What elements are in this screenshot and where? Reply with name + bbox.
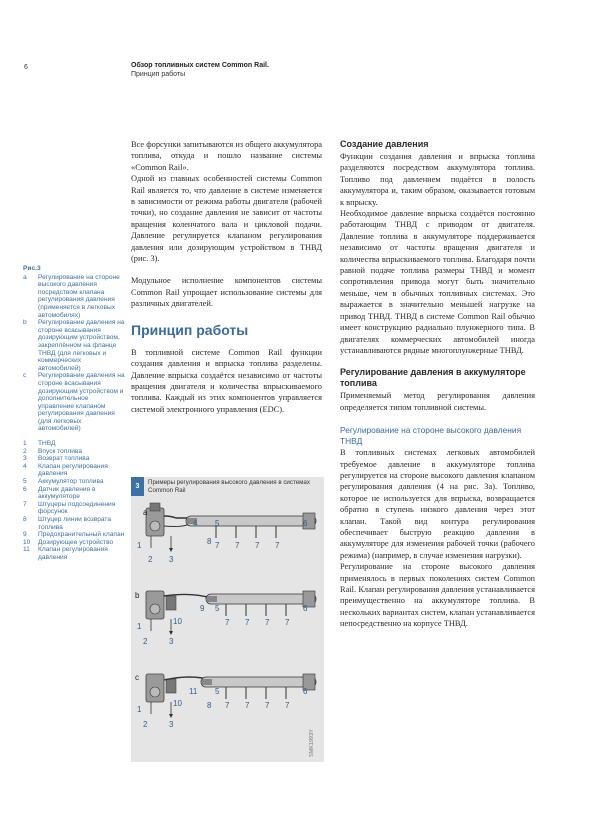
section-heading: Принцип работы [131,321,249,338]
legend-item [23,448,125,456]
diagram-label: 8 [207,701,212,710]
diagram-label: 1 [137,705,142,714]
diagram-label: 7 [225,618,230,627]
diagram-label: 6 [303,687,308,696]
legend-text: Впуск топлива [38,447,83,455]
diagram-label: 7 [285,701,290,710]
fuel-system-diagram [131,496,324,762]
caption-key: a [23,273,27,281]
legend-text: ТНВД [38,440,56,448]
caption-variant-c [23,372,125,433]
diagram-label: 5 [215,604,220,613]
diagram-row-c [146,674,316,718]
diagram-row-letter: a [143,508,148,517]
legend-item [23,531,125,539]
paragraph: Применяемый метод регулирования давления определяется типом топливной системы. [340,391,535,412]
diagram-label: 6 [303,519,308,528]
figure-header [131,477,324,496]
page-number: 6 [24,64,28,71]
legend-key: 6 [23,485,27,493]
diagram-label: 5 [215,519,220,528]
legend-key: 4 [23,462,27,470]
diagram-row-letter: c [135,673,139,682]
text-column-left [131,139,322,415]
diagram-label: 3 [169,637,174,646]
paragraph: Модульное исполнение компонентов системы Common Rail упрощает использование системы для различных двигателей. [131,276,322,309]
legend-text: Аккумулятор топлива [38,478,104,486]
legend-text: Предохранительный клапан [38,531,125,539]
diagram-label: 7 [265,701,270,710]
caption-figure-label: Рис.3 [23,265,41,272]
diagram-label: 4 [193,519,198,528]
legend-key: 11 [23,546,30,554]
legend-text: Возврат топлива [38,455,90,463]
diagram-label: 7 [285,618,290,627]
caption-key: c [23,372,27,380]
diagram-label: 3 [169,720,174,729]
paragraph: Необходимое давление впрыска создаётся постоянно работающим ТНВД с приводом от двигателя. Давление топлива в аккумуляторе поддерживается независимо от частоты вращения двигателя и количества впрыскиваемого топлива. Благодаря почти равной подаче топлива размеры ТНВД и момент сопротивления привода могут быть значительно меньше, чем в обычных топливных системах. Это выражается в значительно меньшей нагрузке на привод ТНВД. ТНВД в системе Common Rail обычно имеет конструкцию радиально плунжерного типа. В двигателях коммерческих автомобилей иногда устанавливаются рядные многоплунжерные ТНВД. [340,209,535,355]
diagram-label: 1 [137,541,142,550]
legend-item [23,516,125,531]
section-heading: Создание давления [340,139,429,149]
paragraph: Функции создания давления и впрыска топлива разделяются посредством аккумулятора топлива. Топливо под давлением подаётся в полость аккумулятора и, таким образом, оказывается готовым к впрыску. [340,152,535,207]
legend-item [23,463,125,478]
figure-caption [23,265,125,562]
legend-text: Клапан регулирования давления [38,462,108,478]
diagram-label: 7 [245,618,250,627]
paragraph: В топливных системах легковых автомобилей требуемое давление в аккумуляторе топлива регулируется на стороне высокого давления клапаном регулирования давления (4 на рис. 3а). Топливо, которое не используется для впрыска, возвращается обратно в ступень низкого давления через этот клапан. Такой вид контура регулирования обеспечивает быструю реакцию давления в аккумуляторе для изменения рабочей точки (рабочего режима) (например, в случае изменения нагрузки). [340,448,535,560]
diagram-label: 7 [245,701,250,710]
caption-key: b [23,319,27,327]
paragraph: В топливной системе Common Rail функции создания давления и впрыска топлива разделены. Давление впрыска создаётся независимо от частоты вращения двигателя и количества впрыскиваемого топлива. Каждый из этих компонентов управляется системой электронного управления (EDC). [131,347,322,414]
caption-text: Регулирование на стороне высокого давления посредством клапана регулирования давления (применяется в легковых автомобилях) [38,273,120,319]
diagram-label: 7 [225,701,230,710]
diagram-label: 2 [143,720,148,729]
running-header-title: Обзор топливных систем Common Rail. [131,62,269,69]
legend-key: 1 [23,440,27,448]
diagram-label: 10 [173,699,182,708]
diagram-label: 7 [235,541,240,550]
legend-key: 8 [23,516,27,523]
diagram-label: 3 [169,555,174,564]
diagram-label: 7 [275,541,280,550]
figure-number: 3 [131,477,144,496]
paragraph: Одной из главных особенностей системы Common Rail является то, что давление в системе изменяется в зависимости от режима работы двигателя (рабочей точки), но создание давления не зависит от частоты вращения коленчатого вала и цикловой подачи. Давление регулируется клапаном регулирования давления или дозирующим устройством в ТНВД (рис. 3). [131,174,322,264]
diagram-row-letter: b [135,591,140,600]
legend-item [23,501,125,516]
legend-key: 10 [23,538,31,546]
legend-key: 7 [23,500,27,508]
legend-item [23,539,125,547]
diagram-label: 2 [148,555,153,564]
running-header-subtitle: Принцип работы [131,71,186,78]
caption-variant-b [23,319,125,372]
legend-text: Штуцеры подсоединения форсунок [38,500,116,516]
diagram-label: 8 [207,537,212,546]
text-column-right [340,139,535,630]
legend-text: Датчик давления в аккумуляторе [38,485,96,501]
legend-item [23,478,125,486]
diagram-label: 7 [215,541,220,550]
legend-item [23,440,125,448]
legend-item [23,455,125,463]
legend-key: 3 [23,455,27,463]
diagram-label: 1 [137,622,142,631]
caption-variant-a [23,274,125,320]
diagram-row-a [146,503,316,552]
subsection-heading: Регулирование на стороне высокого давления ТНВД [340,425,522,447]
diagram-row-b [146,591,316,635]
legend-text: Дозирующее устройство [38,538,114,546]
diagram-label: 9 [200,604,205,613]
diagram-label: 5 [215,687,220,696]
figure-3 [131,477,324,762]
diagram-label: 11 [189,687,198,696]
diagram-label: 7 [255,541,260,550]
diagram-label: 10 [173,617,182,626]
legend-text: Клапан регулирования давления [38,546,108,561]
caption-text: Регулирование давления на стороне всасывания дозирующим устройством и дополнительное управление клапаном регулирования давления (для легковых автомобилей) [38,372,125,433]
legend-key: 9 [23,531,27,539]
paragraph: Все форсунки запитываются из общего аккумулятора топлива, откуда и пошло название системы «Common Rail». [131,140,322,172]
figure-code: SMK1993Y [309,729,315,757]
diagram-label: 2 [143,637,148,646]
figure-title: Примеры регулирования высокого давления в системах Common Rail [148,479,310,494]
legend-text: Штуцер линии возврата топлива [38,516,112,531]
legend-key: 5 [23,478,27,486]
section-heading: Регулирование давления в аккумуляторе топлива [340,367,526,389]
paragraph: Регулирование на стороне высокого давления применялось в первых поколениях систем Common Rail. Клапан регулирования давления устанавливается преимущественно на аккумуляторе топлива. В нескольких вариантах систем, клапан устанавливается непосредственно на корпусе ТНВД. [340,562,535,629]
diagram-label: 7 [265,618,270,627]
caption-text: Регулирование давления на стороне всасывания дозирующим устройством, закреплённом на фланце ТНВД (для легковых и коммерческих автомобилей) [38,319,125,372]
diagram-label: 6 [303,604,308,613]
legend-item [23,486,125,501]
legend-key: 2 [23,447,27,455]
legend-item [23,546,125,561]
